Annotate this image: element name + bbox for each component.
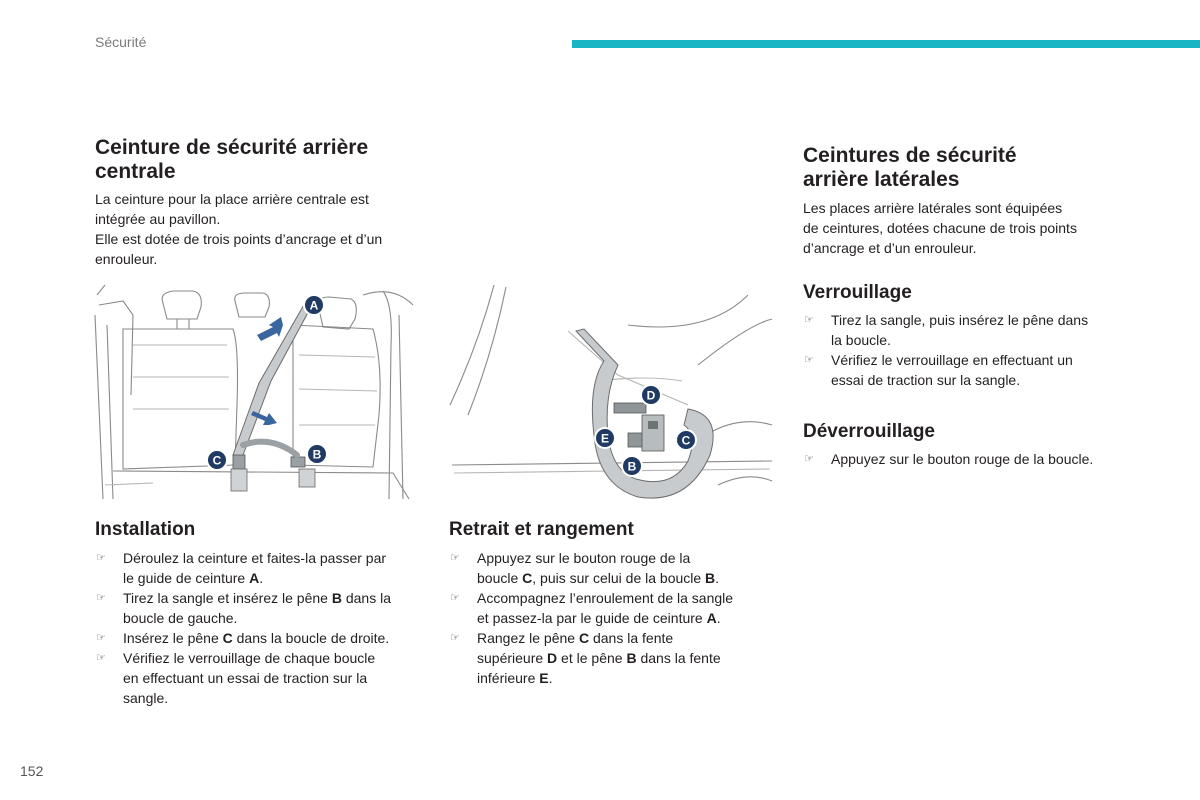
lateral-belts-title: Ceintures de sécurité arrière latérales bbox=[803, 144, 1017, 191]
page-number: 152 bbox=[20, 763, 44, 779]
deverrouillage-section bbox=[803, 421, 1143, 469]
label-c: C bbox=[681, 433, 691, 448]
lateral-belts-paragraph: Les places arrière latérales sont équipées de ceintures, dotées chacune de trois points d’ancrage et d’un enrouleur. bbox=[803, 200, 1077, 256]
label-e: E bbox=[600, 431, 610, 446]
list-item: ☞ Accompagnez l’enroulement de la sangle et passez-la par le guide de ceinture A. bbox=[450, 590, 734, 626]
pointing-finger-icon: ☞ bbox=[804, 453, 814, 465]
verrouillage-title: Verrouillage bbox=[803, 282, 912, 303]
pointing-finger-icon: ☞ bbox=[96, 632, 106, 644]
list-item: ☞ Appuyez sur le bouton rouge de la boucle. bbox=[804, 451, 1094, 467]
list-item: ☞ Appuyez sur le bouton rouge de la boucle C, puis sur celui de la boucle B. bbox=[450, 550, 720, 586]
pointing-finger-icon: ☞ bbox=[450, 592, 460, 604]
list-item: ☞ Vérifiez le verrouillage en effectuant un essai de traction sur la sangle. bbox=[804, 352, 1073, 388]
installation-title: Installation bbox=[95, 519, 196, 540]
list-item: ☞ Tirez la sangle, puis insérez le pêne dans la boucle. bbox=[804, 312, 1089, 348]
lateral-belts-section bbox=[803, 144, 1143, 258]
label-b: B bbox=[312, 447, 322, 462]
section-label: Sécurité bbox=[95, 34, 147, 50]
storage-illustration bbox=[448, 285, 774, 503]
center-belt-section bbox=[95, 136, 425, 269]
pointing-finger-icon: ☞ bbox=[96, 592, 106, 604]
installation-section bbox=[95, 519, 425, 708]
pointing-finger-icon: ☞ bbox=[804, 354, 814, 366]
deverrouillage-title: Déverrouillage bbox=[803, 421, 935, 442]
label-a: A bbox=[309, 298, 319, 313]
header-accent-bar bbox=[572, 40, 1200, 48]
pointing-finger-icon: ☞ bbox=[804, 314, 814, 326]
installation-list bbox=[95, 548, 425, 708]
center-belt-paragraph: La ceinture pour la place arrière centrale est intégrée au pavillon. Elle est dotée de trois points d’ancrage et d’un enrouleur. bbox=[95, 191, 383, 267]
retrait-list bbox=[449, 548, 779, 688]
center-belt-title: Ceinture de sécurité arrière centrale bbox=[95, 136, 369, 183]
center-belt-illustration bbox=[93, 285, 421, 503]
label-b: B bbox=[627, 459, 637, 474]
label-c: C bbox=[212, 453, 222, 468]
pointing-finger-icon: ☞ bbox=[96, 552, 106, 564]
pointing-finger-icon: ☞ bbox=[96, 652, 106, 664]
list-item: ☞ Vérifiez le verrouillage de chaque boucle en effectuant un essai de traction sur la sangle. bbox=[96, 650, 376, 706]
retrait-section bbox=[449, 519, 779, 688]
retrait-title: Retrait et rangement bbox=[449, 519, 634, 540]
pointing-finger-icon: ☞ bbox=[450, 632, 460, 644]
verrouillage-list bbox=[803, 310, 1143, 390]
list-item: ☞ Insérez le pêne C dans la boucle de droite. bbox=[96, 630, 390, 646]
verrouillage-section bbox=[803, 282, 1143, 390]
pointing-finger-icon: ☞ bbox=[450, 552, 460, 564]
deverrouillage-list bbox=[803, 449, 1143, 469]
list-item: ☞ Rangez le pêne C dans la fente supérieure D et le pêne B dans la fente inférieure E. bbox=[450, 630, 721, 686]
list-item: ☞ Déroulez la ceinture et faites-la passer par le guide de ceinture A. bbox=[96, 550, 387, 586]
label-d: D bbox=[646, 388, 656, 403]
list-item: ☞ Tirez la sangle et insérez le pêne B dans la boucle de gauche. bbox=[96, 590, 391, 626]
